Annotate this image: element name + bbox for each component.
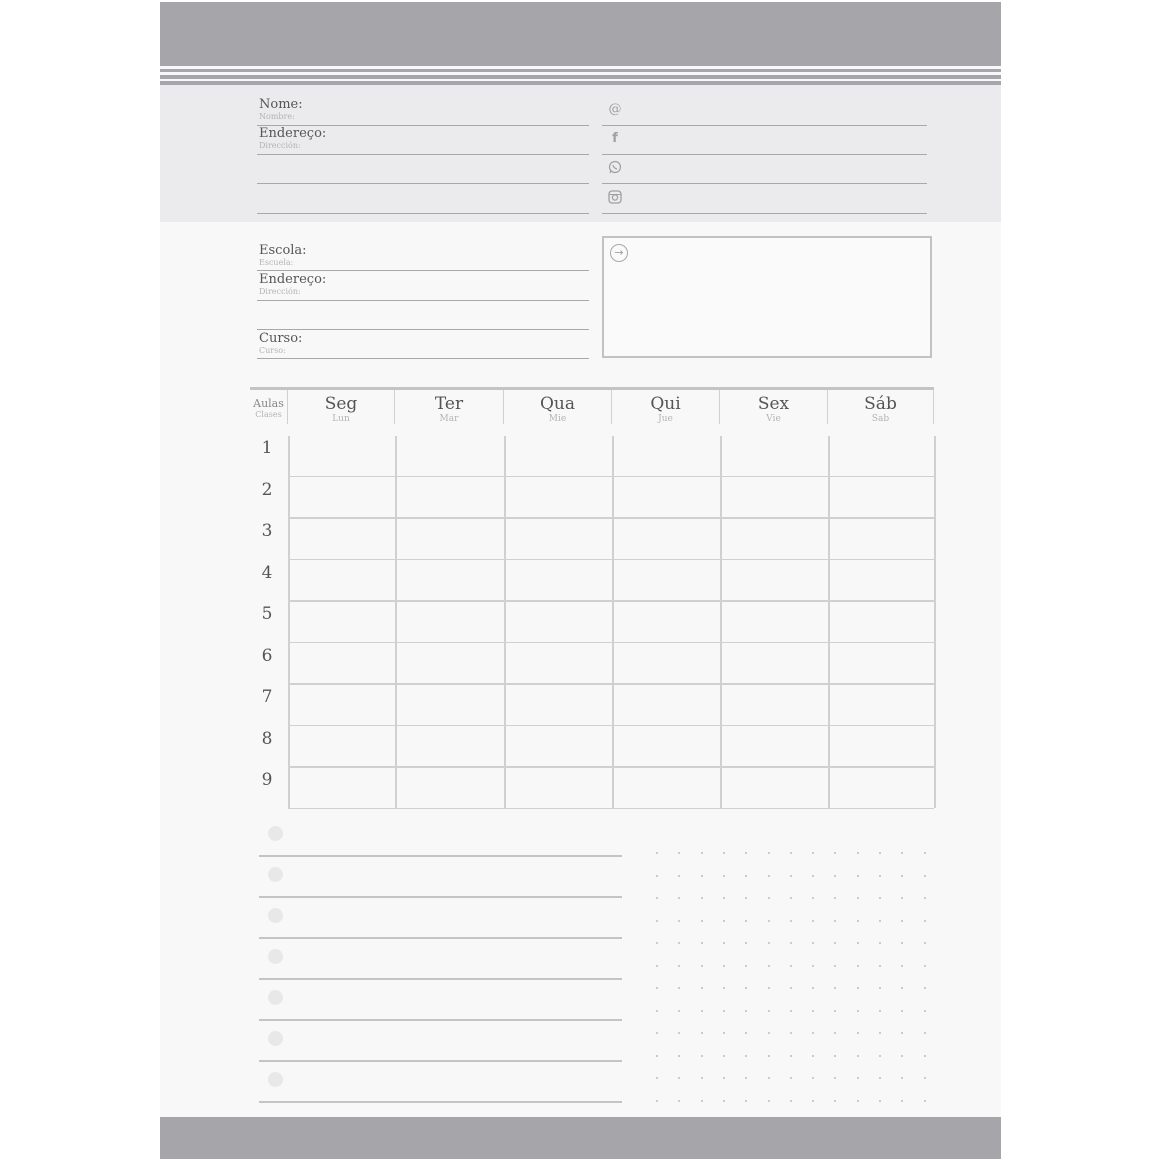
instagram-field[interactable]	[602, 184, 927, 214]
grid-dot	[812, 987, 814, 989]
grid-dot	[857, 1055, 859, 1057]
grid-dot	[857, 942, 859, 944]
grid-dot	[857, 965, 859, 967]
grid-dot	[701, 897, 703, 899]
grid-dot	[879, 1055, 881, 1057]
grid-dot	[701, 965, 703, 967]
day-header-4	[720, 390, 828, 424]
grid-dot	[924, 1077, 926, 1079]
day-header-0	[288, 390, 395, 424]
grid-dot	[656, 1010, 658, 1012]
grid-dot	[879, 897, 881, 899]
grid-dot	[723, 1010, 725, 1012]
grid-dot	[834, 1010, 836, 1012]
grid-dot	[745, 1077, 747, 1079]
grid-dot	[745, 1010, 747, 1012]
row-number: 3	[261, 521, 273, 541]
grid-dot	[678, 987, 680, 989]
grid-dot	[768, 875, 770, 877]
timetable-cell[interactable]	[395, 436, 504, 478]
grid-dot	[656, 942, 658, 944]
grid-dot	[656, 1055, 658, 1057]
grid-dot	[879, 965, 881, 967]
grid-dot	[834, 852, 836, 854]
timetable-cell[interactable]	[288, 644, 395, 686]
grid-dot	[812, 852, 814, 854]
todo-line	[259, 1101, 622, 1103]
grid-dot	[745, 1032, 747, 1034]
day-label: Ter	[434, 394, 464, 414]
grid-dot	[834, 965, 836, 967]
grid-dot	[857, 987, 859, 989]
grid-dot	[879, 942, 881, 944]
grid-dot	[879, 1010, 881, 1012]
name-sublabel: Nombre:	[259, 112, 295, 121]
grid-dot	[701, 987, 703, 989]
timetable-cell[interactable]	[288, 727, 395, 769]
timetable-cell[interactable]	[288, 685, 395, 727]
school-address-field[interactable]	[257, 273, 589, 301]
grid-dot	[656, 920, 658, 922]
arrow-right-circle-icon: →	[610, 244, 628, 262]
grid-dot	[701, 942, 703, 944]
aulas-sublabel: Clases	[255, 410, 282, 419]
header-stripe	[160, 69, 1001, 72]
timetable-cell[interactable]	[720, 727, 828, 769]
grid-dot	[790, 1100, 792, 1102]
grid-dot	[790, 1077, 792, 1079]
grid-dot	[790, 942, 792, 944]
row-number: 8	[261, 728, 273, 749]
grid-dot	[678, 852, 680, 854]
day-sublabel: Mar	[439, 414, 459, 424]
grid-column-line	[934, 436, 936, 808]
day-sublabel: Sab	[871, 414, 890, 424]
grid-dot	[857, 920, 859, 922]
timetable-cell[interactable]	[395, 727, 504, 769]
todo-line	[259, 896, 622, 898]
grid-dot	[834, 875, 836, 877]
timetable-cell[interactable]	[612, 602, 720, 644]
grid-dot	[879, 987, 881, 989]
grid-dot	[701, 1010, 703, 1012]
timetable-cell[interactable]	[395, 561, 504, 603]
checkbox-circle[interactable]	[268, 949, 283, 964]
timetable-corner	[250, 390, 288, 424]
timetable-cell[interactable]	[720, 685, 828, 727]
instagram-icon	[607, 190, 623, 206]
todo-line	[259, 937, 622, 939]
grid-dot	[924, 942, 926, 944]
grid-dot	[745, 875, 747, 877]
timetable-cell[interactable]	[720, 561, 828, 603]
day-label: Seg	[324, 394, 358, 414]
planner-sheet	[160, 2, 1001, 1159]
day-header-2	[504, 390, 612, 424]
grid-dot	[701, 1055, 703, 1057]
grid-dot	[768, 897, 770, 899]
checkbox-circle[interactable]	[268, 1072, 283, 1087]
grid-dot	[656, 987, 658, 989]
grid-dot	[812, 1010, 814, 1012]
grid-dot	[745, 942, 747, 944]
grid-dot	[790, 897, 792, 899]
checkbox-circle[interactable]	[268, 908, 283, 923]
checkbox-circle[interactable]	[268, 867, 283, 882]
grid-dot	[812, 942, 814, 944]
grid-dot	[924, 852, 926, 854]
grid-dot	[901, 1032, 903, 1034]
grid-dot	[812, 1077, 814, 1079]
row-number: 4	[261, 562, 273, 583]
grid-dot	[901, 1077, 903, 1079]
grid-dot	[790, 1055, 792, 1057]
grid-dot	[901, 875, 903, 877]
grid-dot	[879, 1032, 881, 1034]
notes-box[interactable]	[602, 236, 932, 358]
grid-dot	[678, 1032, 680, 1034]
grid-dot	[879, 852, 881, 854]
grid-dot	[723, 920, 725, 922]
grid-dot	[834, 1055, 836, 1057]
grid-dot	[723, 942, 725, 944]
timetable-cell[interactable]	[504, 685, 612, 727]
course-sublabel: Curso:	[259, 346, 286, 355]
top-band	[160, 2, 1001, 66]
grid-dot	[834, 1077, 836, 1079]
header-stripe	[160, 75, 1001, 79]
grid-dot	[745, 965, 747, 967]
grid-dot	[656, 875, 658, 877]
day-label: Sáb	[864, 394, 897, 414]
timetable-cell[interactable]	[720, 768, 828, 810]
course-field[interactable]	[257, 332, 589, 359]
facebook-field[interactable]	[602, 125, 927, 155]
grid-dot	[701, 1077, 703, 1079]
grid-dot	[723, 965, 725, 967]
grid-dot	[768, 852, 770, 854]
grid-dot	[857, 852, 859, 854]
grid-dot	[857, 1010, 859, 1012]
grid-dot	[834, 942, 836, 944]
timetable-cell[interactable]	[828, 436, 934, 478]
address-line-3[interactable]	[257, 185, 589, 214]
day-sublabel: Vie	[766, 414, 781, 424]
at-icon: @	[608, 102, 622, 117]
timetable-cell[interactable]	[395, 602, 504, 644]
grid-dot	[901, 965, 903, 967]
timetable-cell[interactable]	[504, 478, 612, 520]
timetable-cell[interactable]	[395, 685, 504, 727]
grid-dot	[834, 1032, 836, 1034]
grid-dot	[678, 897, 680, 899]
grid-dot	[678, 920, 680, 922]
school-address-label: Endereço:	[259, 272, 327, 287]
timetable-cell[interactable]	[612, 768, 720, 810]
grid-dot	[768, 1032, 770, 1034]
day-label: Qua	[539, 394, 576, 414]
name-field[interactable]	[257, 98, 589, 126]
grid-dot	[723, 1032, 725, 1034]
facebook-icon: f	[612, 131, 618, 146]
checkbox-circle[interactable]	[268, 1031, 283, 1046]
day-sublabel: Mie	[548, 414, 567, 424]
timetable-cell[interactable]	[828, 602, 934, 644]
grid-dot	[656, 965, 658, 967]
timetable-cell[interactable]	[612, 561, 720, 603]
grid-dot	[812, 965, 814, 967]
row-number: 2	[261, 479, 273, 500]
grid-dot	[879, 875, 881, 877]
grid-dot	[901, 1055, 903, 1057]
grid-dot	[924, 920, 926, 922]
timetable-cell[interactable]	[828, 727, 934, 769]
grid-dot	[924, 1100, 926, 1102]
grid-dot	[678, 942, 680, 944]
grid-dot	[678, 965, 680, 967]
grid-dot	[879, 1077, 881, 1079]
grid-dot	[678, 1055, 680, 1057]
timetable-cell[interactable]	[828, 768, 934, 810]
school-sublabel: Escuela:	[259, 258, 294, 267]
grid-dot	[745, 1055, 747, 1057]
grid-dot	[678, 1077, 680, 1079]
timetable-cell[interactable]	[612, 685, 720, 727]
address-label: Endereço:	[259, 126, 327, 141]
grid-dot	[745, 1100, 747, 1102]
row-number: 5	[261, 604, 273, 624]
grid-dot	[768, 987, 770, 989]
grid-dot	[879, 1100, 881, 1102]
todo-line	[259, 1019, 622, 1021]
timetable-cell[interactable]	[504, 519, 612, 561]
timetable-cell[interactable]	[612, 519, 720, 561]
grid-dot	[790, 1010, 792, 1012]
day-header-3	[612, 390, 720, 424]
day-header-5	[828, 390, 934, 424]
timetable-cell[interactable]	[288, 602, 395, 644]
timetable-cell[interactable]	[612, 727, 720, 769]
grid-dot	[924, 987, 926, 989]
checkbox-circle[interactable]	[268, 990, 283, 1005]
timetable-cell[interactable]	[612, 644, 720, 686]
timetable-cell[interactable]	[504, 768, 612, 810]
grid-dot	[834, 987, 836, 989]
grid-dot	[768, 920, 770, 922]
grid-dot	[924, 875, 926, 877]
timetable-cell[interactable]	[720, 436, 828, 478]
grid-dot	[812, 1100, 814, 1102]
grid-dot	[834, 920, 836, 922]
grid-dot	[901, 942, 903, 944]
grid-dot	[901, 1010, 903, 1012]
grid-dot	[656, 897, 658, 899]
grid-dot	[768, 1010, 770, 1012]
grid-dot	[745, 920, 747, 922]
timetable-cell[interactable]	[504, 727, 612, 769]
timetable-cell[interactable]	[612, 478, 720, 520]
grid-dot	[790, 987, 792, 989]
grid-dot	[723, 1055, 725, 1057]
grid-dot	[768, 965, 770, 967]
grid-dot	[745, 897, 747, 899]
grid-dot	[678, 1010, 680, 1012]
grid-dot	[723, 897, 725, 899]
school-field[interactable]	[257, 244, 589, 271]
grid-dot	[857, 875, 859, 877]
timetable-cell[interactable]	[504, 561, 612, 603]
grid-dot	[790, 875, 792, 877]
grid-dot	[834, 1100, 836, 1102]
grid-dot	[723, 1077, 725, 1079]
grid-dot	[924, 1010, 926, 1012]
address-sublabel: Dirección:	[259, 141, 301, 150]
grid-dot	[901, 852, 903, 854]
timetable-cell[interactable]	[288, 768, 395, 810]
grid-dot	[901, 897, 903, 899]
timetable-cell[interactable]	[504, 602, 612, 644]
timetable-cell[interactable]	[828, 561, 934, 603]
name-label: Nome:	[259, 97, 303, 112]
address-field[interactable]	[257, 127, 589, 155]
grid-dot	[834, 897, 836, 899]
grid-dot	[924, 897, 926, 899]
todo-line	[259, 855, 622, 857]
grid-dot	[701, 1100, 703, 1102]
grid-dot	[790, 1032, 792, 1034]
row-number: 6	[261, 645, 273, 666]
grid-dot	[656, 1077, 658, 1079]
grid-dot	[812, 875, 814, 877]
timetable-cell[interactable]	[288, 561, 395, 603]
grid-dot	[701, 920, 703, 922]
timetable-cell[interactable]	[828, 478, 934, 520]
grid-dot	[857, 1100, 859, 1102]
timetable-cell[interactable]	[288, 519, 395, 561]
grid-dot	[745, 987, 747, 989]
timetable-cell[interactable]	[612, 436, 720, 478]
school-label: Escola:	[259, 243, 307, 258]
day-label: Sex	[757, 394, 790, 414]
timetable-cell[interactable]	[720, 602, 828, 644]
grid-dot	[701, 1032, 703, 1034]
day-label: Qui	[650, 394, 681, 414]
day-sublabel: Lun	[332, 414, 350, 424]
timetable-cell[interactable]	[504, 644, 612, 686]
timetable-cell[interactable]	[828, 685, 934, 727]
grid-dot	[768, 1077, 770, 1079]
grid-dot	[656, 1032, 658, 1034]
grid-dot	[768, 942, 770, 944]
grid-dot	[768, 1100, 770, 1102]
todo-line	[259, 978, 622, 980]
grid-dot	[678, 875, 680, 877]
timetable-cell[interactable]	[828, 644, 934, 686]
grid-dot	[701, 875, 703, 877]
grid-dot	[656, 1100, 658, 1102]
grid-dot	[924, 1055, 926, 1057]
aulas-label: Aulas	[253, 397, 284, 410]
grid-dot	[901, 920, 903, 922]
timetable-cell[interactable]	[395, 519, 504, 561]
grid-dot	[790, 965, 792, 967]
grid-dot	[812, 1055, 814, 1057]
grid-dot	[723, 875, 725, 877]
address-line-2[interactable]	[257, 156, 589, 184]
todo-line	[259, 1060, 622, 1062]
day-sublabel: Jue	[658, 414, 673, 424]
timetable-cell[interactable]	[288, 478, 395, 520]
timetable-cell[interactable]	[828, 519, 934, 561]
grid-dot	[656, 852, 658, 854]
grid-dot	[924, 1032, 926, 1034]
grid-dot	[857, 1077, 859, 1079]
grid-dot	[901, 1100, 903, 1102]
grid-dot	[678, 1100, 680, 1102]
course-label: Curso:	[259, 331, 303, 346]
grid-dot	[812, 897, 814, 899]
whatsapp-field[interactable]	[602, 154, 927, 184]
timetable-cell[interactable]	[288, 436, 395, 478]
grid-dot	[812, 1032, 814, 1034]
grid-dot	[857, 897, 859, 899]
timetable-cell[interactable]	[720, 644, 828, 686]
grid-dot	[812, 920, 814, 922]
grid-dot	[745, 852, 747, 854]
school-address-line-2[interactable]	[257, 302, 589, 330]
grid-dot	[901, 987, 903, 989]
timetable-cell[interactable]	[504, 436, 612, 478]
timetable-cell[interactable]	[720, 478, 828, 520]
grid-dot	[723, 1100, 725, 1102]
grid-dot	[857, 1032, 859, 1034]
checkbox-circle[interactable]	[268, 826, 283, 841]
grid-dot	[790, 852, 792, 854]
day-header-1	[395, 390, 504, 424]
school-address-sublabel: Dirección:	[259, 287, 301, 296]
timetable-cell[interactable]	[720, 519, 828, 561]
whatsapp-icon	[607, 160, 623, 176]
timetable-cell[interactable]	[395, 644, 504, 686]
bottom-band	[160, 1117, 1001, 1159]
timetable-cell[interactable]	[395, 768, 504, 810]
grid-dot	[723, 852, 725, 854]
grid-dot	[790, 920, 792, 922]
grid-dot	[768, 1055, 770, 1057]
row-number: 7	[261, 687, 273, 707]
email-field[interactable]	[602, 96, 927, 126]
row-number: 1	[261, 438, 273, 458]
grid-dot	[879, 920, 881, 922]
grid-dot	[723, 987, 725, 989]
grid-dot	[924, 965, 926, 967]
grid-dot	[701, 852, 703, 854]
row-number: 9	[261, 770, 273, 790]
timetable-cell[interactable]	[395, 478, 504, 520]
